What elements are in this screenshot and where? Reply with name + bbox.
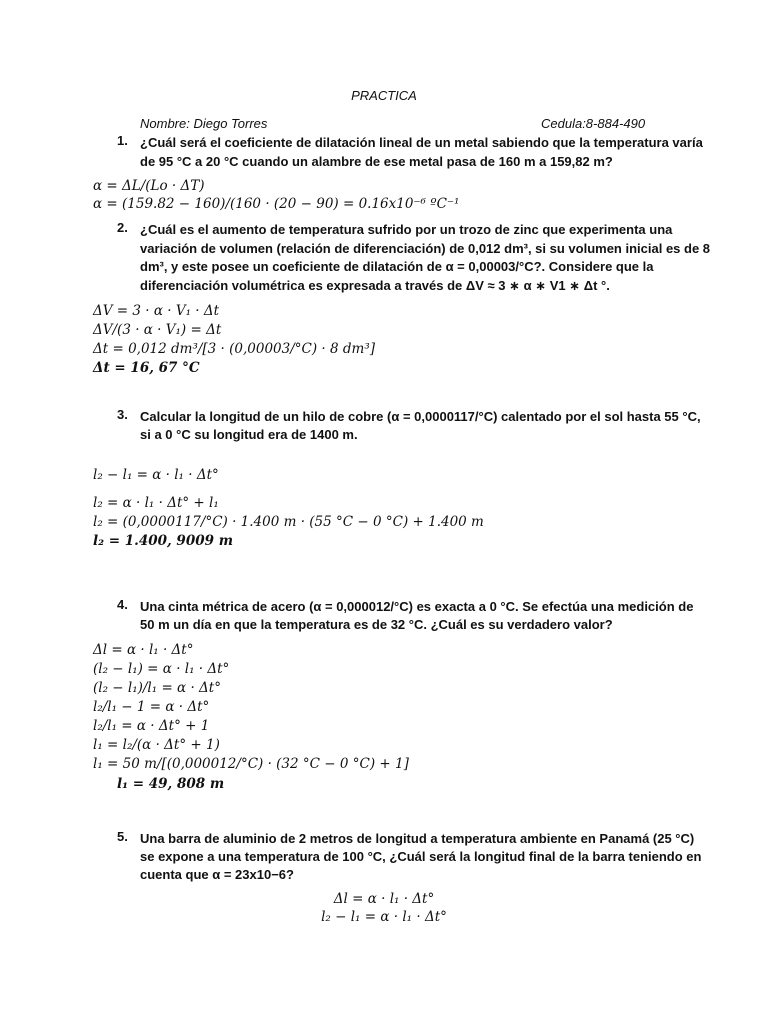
question-3-line-1: Calcular la longitud de un hilo de cobre (α = 0,0000117/°C) calentado por el sol hasta 55 °C, [140,409,701,424]
question-1-line-1: ¿Cuál será el coeficiente de dilatación lineal de un metal sabiendo que la temperatura varía [140,135,703,150]
question-2-line-1: ¿Cuál es el aumento de temperatura sufrido por un trozo de zinc que experimenta una [140,222,673,237]
q4-equation-7: l₁ = 50 m/[(0,000012/°C) · (32 °C − 0 °C) + 1] [93,756,409,772]
question-1-line-2: de 95 °C a 20 °C cuando un alambre de ese metal pasa de 160 m a 159,82 m? [140,154,613,169]
question-5-line-3: cuenta que α = 23x10−6? [140,867,294,882]
q3-equation-3: l₂ = (0,0000117/°C) · 1.400 m · (55 °C − 0 °C) + 1.400 m [93,514,484,530]
q3-equation-2: l₂ = α · l₁ · Δt° + l₁ [93,495,219,511]
question-1-number: 1. [117,133,128,148]
q3-answer: l₂ = 1.400, 9009 m [93,533,233,549]
q4-answer: l₁ = 49, 808 m [117,776,225,792]
question-3-line-2: si a 0 °C su longitud era de 1400 m. [140,427,358,442]
q4-equation-5: l₂/l₁ = α · Δt° + 1 [93,718,210,734]
q4-equation-2: (l₂ − l₁) = α · l₁ · Δt° [93,661,230,677]
question-2-number: 2. [117,220,128,235]
q1-equation-2: α = (159.82 − 160)/(160 · (20 − 90) = 0.16x10⁻⁶ ºC⁻¹ [93,196,460,212]
question-2-line-3: dm³, y este posee un coeficiente de dilatación de α = 0,00003/°C?. Considere que la [140,259,654,274]
question-4-number: 4. [117,597,128,612]
q5-equation-1: Δl = α · l₁ · Δt° [333,891,435,907]
question-2-line-2: variación de volumen (relación de diferenciación) de 0,012 dm³, si su volumen inicial es de 8 [140,241,711,256]
q2-equation-3: Δt = 0,012 dm³/[3 · (0,00003/°C) · 8 dm³] [93,341,376,357]
q1-equation-1: α = ΔL/(Lo · ΔT) [93,178,205,194]
q4-equation-4: l₂/l₁ − 1 = α · Δt° [93,699,210,715]
student-id: Cedula:8-884-490 [541,116,646,131]
q2-equation-2: ΔV/(3 · α · V₁) = Δt [93,322,222,338]
student-name: Nombre: Diego Torres [140,116,268,131]
question-5-line-2: se expone a una temperatura de 100 °C, ¿Cuál será la longitud final de la barra teniendo en [140,849,702,864]
page-title: PRACTICA [351,88,417,103]
question-4-line-2: 50 m un día en que la temperatura es de 32 °C. ¿Cuál es su verdadero valor? [140,617,613,632]
question-3-number: 3. [117,407,128,422]
q3-equation-1: l₂ − l₁ = α · l₁ · Δt° [93,467,219,483]
question-4-line-1: Una cinta métrica de acero (α = 0,000012/°C) es exacta a 0 °C. Se efectúa una medición de [140,599,694,614]
q4-equation-3: (l₂ − l₁)/l₁ = α · Δt° [93,680,221,696]
q5-equation-2: l₂ − l₁ = α · l₁ · Δt° [321,909,447,925]
q4-equation-1: Δl = α · l₁ · Δt° [93,642,194,658]
q2-equation-1: ΔV = 3 · α · V₁ · Δt [93,303,220,319]
q2-answer: Δt = 16, 67 °C [93,360,200,376]
q4-equation-6: l₁ = l₂/(α · Δt° + 1) [93,737,220,753]
question-5-line-1: Una barra de aluminio de 2 metros de longitud a temperatura ambiente en Panamá (25 °C) [140,831,695,846]
question-5-number: 5. [117,829,128,844]
question-2-line-4: diferenciación volumétrica es expresada a través de ΔV ≈ 3 ∗ α ∗ V1 ∗ Δt °. [140,278,610,293]
